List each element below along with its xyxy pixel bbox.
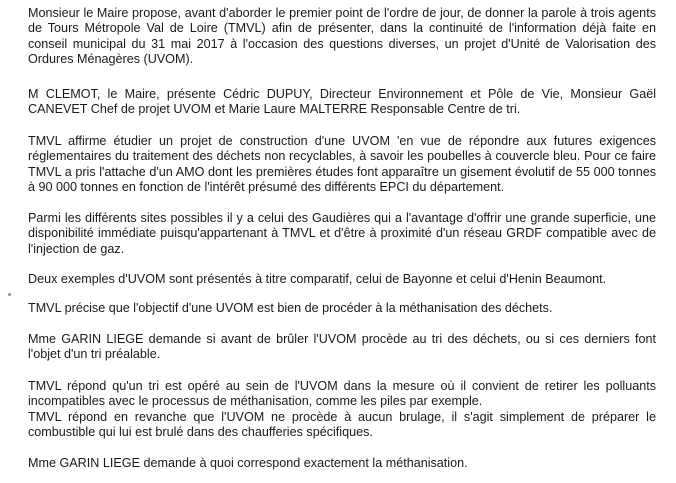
paragraph-question-methanisation: Mme GARIN LIEGE demande à quoi correspond exactement la méthanisation.	[28, 456, 468, 470]
paragraph-question-sorting: Mme GARIN LIEGE demande si avant de brûler l'UVOM procède au tri des déchets, ou si ces derniers font l'objet d'un tri préalable.	[28, 332, 656, 362]
paragraph-methanisation-objective: TMVL précise que l'objectif d'une UVOM est bien de procéder à la méthanisation des déchets.	[28, 301, 553, 315]
paragraph-answer-sorting: TMVL répond qu'un tri est opéré au sein de l'UVOM dans la mesure où il convient de retirer les polluants incompatibles avec le processus de méthanisation, comme les piles par exemple.	[28, 379, 656, 409]
paragraph-answer-burning: TMVL répond en revanche que l'UVOM ne procède à aucun brulage, il s'agit simplement de préparer le combustible qui lui est brulé dans des chaufferies spécifiques.	[28, 410, 656, 440]
paragraph-tmvl-project: TMVL affirme étudier un projet de construction d'une UVOM 'en vue de répondre aux futures exigences réglementaires du traitement des déchets non recyclables, à savoir les poubelles à couvercle bleu. Pour ce faire TMVL a pris l'attache d'un AMO dont les premières études font apparaître un gisement évolutif de 55 000 tonnes à 90 000 tonnes en fonction de l'intérêt présumé des différents EPCI du département.	[28, 134, 656, 195]
paragraph-presentations: M CLEMOT, le Maire, présente Cédric DUPUY, Directeur Environnement et Pôle de Vie, Monsieur Gaël CANEVET Chef de projet UVOM et Marie Laure MALTERRE Responsable Centre de tri.	[28, 87, 656, 117]
paragraph-examples: Deux exemples d'UVOM sont présentés à titre comparatif, celui de Bayonne et celui d'Henin Beaumont.	[28, 272, 607, 286]
margin-mark	[8, 293, 11, 296]
paragraph-gaudieres-site: Parmi les différents sites possibles il y a celui des Gaudières qui a l'avantage d'offrir une grande superficie, une disponibilité immédiate puisqu'appartenant à TMVL et d'être à proximité d'un réseau GRDF compatible avec de l'injection de gaz.	[28, 211, 656, 256]
paragraph-intro: Monsieur le Maire propose, avant d'aborder le premier point de l'ordre de jour, de donner la parole à trois agents de Tours Métropole Val de Loire (TMVL) afin de présenter, dans la continuité de l'information déjà faite en conseil municipal du 31 mai 2017 à l'occasion des questions diverses, un projet d'Unité de Valorisation des Ordures Ménagères (UVOM).	[28, 6, 656, 67]
